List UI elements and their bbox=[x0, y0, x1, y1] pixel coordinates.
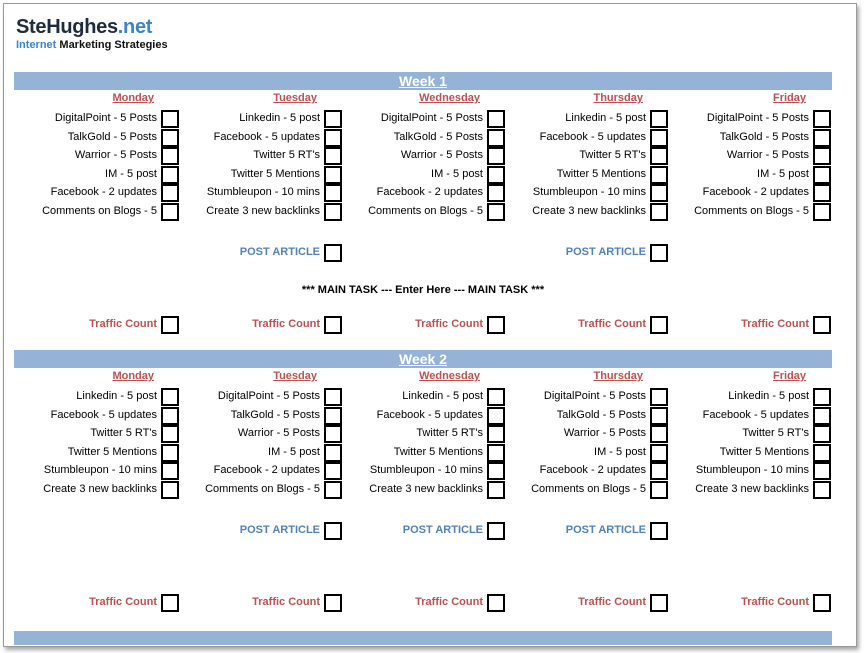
task-label: Linkedin - 5 post bbox=[565, 112, 646, 124]
task-checkbox[interactable] bbox=[813, 129, 831, 147]
task-row bbox=[666, 425, 831, 443]
task-row bbox=[340, 110, 505, 128]
task-row bbox=[340, 166, 505, 184]
day-title: Wednesday bbox=[419, 92, 480, 104]
task-checkbox[interactable] bbox=[813, 444, 831, 462]
task-checkbox[interactable] bbox=[813, 203, 831, 221]
task-row bbox=[666, 444, 831, 462]
task-checkbox[interactable] bbox=[813, 184, 831, 202]
task-label: DigitalPoint - 5 Posts bbox=[380, 112, 483, 124]
day-title: Monday bbox=[112, 92, 154, 104]
week-title: Week 2 bbox=[14, 350, 832, 368]
task-row bbox=[503, 444, 668, 462]
task-row bbox=[503, 462, 668, 480]
week-title: Week 1 bbox=[14, 72, 832, 90]
task-label: Comments on Blogs - 5 bbox=[531, 482, 646, 495]
task-label: Warrior - 5 Posts bbox=[563, 427, 646, 439]
week-section bbox=[14, 72, 832, 330]
day-column bbox=[14, 350, 179, 630]
day-title: Friday bbox=[772, 92, 806, 104]
traffic-count-label: Traffic Count bbox=[578, 596, 646, 608]
task-row bbox=[14, 444, 179, 462]
task-row bbox=[666, 129, 831, 147]
task-row bbox=[177, 407, 342, 425]
task-row bbox=[340, 388, 505, 406]
post-article-row bbox=[503, 244, 668, 262]
task-checkbox[interactable] bbox=[813, 407, 831, 425]
week-section bbox=[14, 350, 832, 608]
task-row bbox=[177, 166, 342, 184]
task-row bbox=[340, 129, 505, 147]
task-label: Stumbleupon - 10 mins bbox=[532, 186, 646, 198]
task-label: Twitter 5 RT's bbox=[742, 427, 809, 439]
traffic-count-row bbox=[14, 594, 179, 612]
task-row bbox=[14, 110, 179, 128]
day-column bbox=[666, 72, 831, 352]
task-label: Create 3 new backlinks bbox=[206, 204, 320, 217]
site-logo bbox=[16, 16, 168, 52]
week-3-header-partial bbox=[14, 631, 832, 645]
post-article-row bbox=[340, 522, 505, 540]
task-label: TalkGold - 5 Posts bbox=[67, 130, 157, 143]
task-row bbox=[666, 481, 831, 499]
traffic-count-row bbox=[503, 594, 668, 612]
traffic-count-label: Traffic Count bbox=[252, 596, 320, 608]
day-column bbox=[340, 72, 505, 352]
task-row bbox=[177, 462, 342, 480]
task-label: Warrior - 5 Posts bbox=[400, 149, 483, 161]
day-column bbox=[503, 72, 668, 352]
task-row bbox=[177, 184, 342, 202]
task-label: Linkedin - 5 post bbox=[402, 390, 483, 402]
post-article-row bbox=[177, 244, 342, 262]
traffic-count-row bbox=[14, 316, 179, 334]
task-row bbox=[503, 425, 668, 443]
post-article-label: POST ARTICLE bbox=[402, 524, 483, 536]
post-article-label: POST ARTICLE bbox=[239, 524, 320, 536]
day-title: Wednesday bbox=[419, 370, 480, 382]
traffic-count-row bbox=[503, 316, 668, 334]
task-label: Stumbleupon - 10 mins bbox=[43, 464, 157, 476]
day-title: Tuesday bbox=[273, 370, 317, 382]
task-label: Stumbleupon - 10 mins bbox=[695, 464, 809, 476]
task-checkbox[interactable] bbox=[813, 110, 831, 128]
day-title: Thursday bbox=[593, 370, 643, 382]
task-row bbox=[503, 147, 668, 165]
task-label: TalkGold - 5 Posts bbox=[556, 408, 646, 421]
traffic-count-input[interactable] bbox=[813, 316, 831, 334]
day-title: Friday bbox=[772, 370, 806, 382]
task-row bbox=[14, 425, 179, 443]
task-label: Create 3 new backlinks bbox=[695, 482, 809, 495]
task-row bbox=[14, 407, 179, 425]
task-label: Twitter 5 Mentions bbox=[719, 445, 809, 458]
traffic-count-row bbox=[177, 594, 342, 612]
task-label: Stumbleupon - 10 mins bbox=[369, 464, 483, 476]
post-article-label: POST ARTICLE bbox=[239, 246, 320, 258]
task-label: TalkGold - 5 Posts bbox=[393, 130, 483, 143]
task-label: Facebook - 5 updates bbox=[702, 408, 809, 421]
traffic-count-row bbox=[340, 316, 505, 334]
task-row bbox=[503, 110, 668, 128]
task-label: Facebook - 2 updates bbox=[702, 186, 809, 198]
traffic-count-label: Traffic Count bbox=[741, 596, 809, 608]
task-label: Facebook - 5 updates bbox=[539, 130, 646, 143]
task-row bbox=[177, 110, 342, 128]
task-row bbox=[666, 462, 831, 480]
task-label: Facebook - 2 updates bbox=[376, 186, 483, 198]
task-checkbox[interactable] bbox=[813, 388, 831, 406]
logo-title: SteHughes.net bbox=[16, 16, 153, 38]
spreadsheet-page bbox=[3, 3, 857, 647]
task-label: IM - 5 post bbox=[268, 445, 320, 458]
task-row bbox=[503, 388, 668, 406]
task-label: Twitter 5 RT's bbox=[579, 149, 646, 161]
task-row bbox=[14, 203, 179, 221]
traffic-count-row bbox=[666, 594, 831, 612]
task-label: IM - 5 post bbox=[105, 167, 157, 180]
day-title: Thursday bbox=[593, 92, 643, 104]
task-row bbox=[666, 147, 831, 165]
traffic-count-row bbox=[666, 316, 831, 334]
traffic-count-input[interactable] bbox=[813, 594, 831, 612]
task-row bbox=[177, 444, 342, 462]
task-row bbox=[177, 425, 342, 443]
day-title: Tuesday bbox=[273, 92, 317, 104]
task-label: Comments on Blogs - 5 bbox=[694, 204, 809, 217]
task-row bbox=[177, 481, 342, 499]
task-row bbox=[14, 388, 179, 406]
task-label: TalkGold - 5 Posts bbox=[719, 130, 809, 143]
task-row bbox=[503, 129, 668, 147]
task-label: Warrior - 5 Posts bbox=[74, 149, 157, 161]
task-row bbox=[503, 481, 668, 499]
task-label: IM - 5 post bbox=[757, 167, 809, 180]
task-row bbox=[177, 388, 342, 406]
post-article-label: POST ARTICLE bbox=[565, 524, 646, 536]
task-label: DigitalPoint - 5 Posts bbox=[543, 390, 646, 402]
task-label: DigitalPoint - 5 Posts bbox=[54, 112, 157, 124]
task-label: Twitter 5 RT's bbox=[416, 427, 483, 439]
task-label: Comments on Blogs - 5 bbox=[205, 482, 320, 495]
task-row bbox=[503, 407, 668, 425]
day-column bbox=[340, 350, 505, 630]
task-row bbox=[666, 166, 831, 184]
post-article-label: POST ARTICLE bbox=[565, 246, 646, 258]
task-label: Warrior - 5 Posts bbox=[726, 149, 809, 161]
task-checkbox[interactable] bbox=[813, 147, 831, 165]
task-label: Facebook - 2 updates bbox=[50, 186, 157, 198]
task-label: Comments on Blogs - 5 bbox=[368, 204, 483, 217]
task-row bbox=[177, 203, 342, 221]
task-label: Twitter 5 Mentions bbox=[393, 445, 483, 458]
task-row bbox=[14, 481, 179, 499]
task-row bbox=[340, 444, 505, 462]
task-row bbox=[177, 147, 342, 165]
task-label: Linkedin - 5 post bbox=[76, 390, 157, 402]
task-label: IM - 5 post bbox=[431, 167, 483, 180]
logo-tagline: Internet Marketing Strategies bbox=[16, 39, 168, 51]
task-row bbox=[14, 462, 179, 480]
task-label: Create 3 new backlinks bbox=[43, 482, 157, 495]
day-column bbox=[503, 350, 668, 630]
task-row bbox=[666, 388, 831, 406]
task-row bbox=[340, 425, 505, 443]
task-label: Twitter 5 Mentions bbox=[556, 167, 646, 180]
task-row bbox=[503, 184, 668, 202]
task-checkbox[interactable] bbox=[813, 425, 831, 443]
traffic-count-row bbox=[340, 594, 505, 612]
task-label: Twitter 5 RT's bbox=[253, 149, 320, 161]
task-row bbox=[340, 203, 505, 221]
traffic-count-label: Traffic Count bbox=[415, 596, 483, 608]
day-column bbox=[177, 350, 342, 630]
task-row bbox=[666, 203, 831, 221]
task-label: Stumbleupon - 10 mins bbox=[206, 186, 320, 198]
task-row bbox=[666, 184, 831, 202]
task-label: DigitalPoint - 5 Posts bbox=[706, 112, 809, 124]
task-label: Create 3 new backlinks bbox=[369, 482, 483, 495]
task-checkbox[interactable] bbox=[813, 481, 831, 499]
task-row bbox=[177, 129, 342, 147]
task-row bbox=[666, 407, 831, 425]
task-row bbox=[14, 184, 179, 202]
traffic-count-label: Traffic Count bbox=[89, 596, 157, 608]
post-article-row bbox=[503, 522, 668, 540]
day-column bbox=[666, 350, 831, 630]
task-row bbox=[503, 203, 668, 221]
post-article-row bbox=[177, 522, 342, 540]
task-checkbox[interactable] bbox=[813, 462, 831, 480]
task-label: Twitter 5 Mentions bbox=[67, 445, 157, 458]
task-row bbox=[14, 166, 179, 184]
task-label: TalkGold - 5 Posts bbox=[230, 408, 320, 421]
task-label: Facebook - 2 updates bbox=[539, 464, 646, 476]
task-label: Create 3 new backlinks bbox=[532, 204, 646, 217]
day-column bbox=[14, 72, 179, 352]
task-row bbox=[14, 129, 179, 147]
task-label: Twitter 5 RT's bbox=[90, 427, 157, 439]
task-row bbox=[340, 184, 505, 202]
traffic-count-label: Traffic Count bbox=[89, 318, 157, 330]
task-row bbox=[340, 407, 505, 425]
task-label: Linkedin - 5 post bbox=[728, 390, 809, 402]
traffic-count-label: Traffic Count bbox=[578, 318, 646, 330]
day-title: Monday bbox=[112, 370, 154, 382]
task-checkbox[interactable] bbox=[813, 166, 831, 184]
task-label: Facebook - 5 updates bbox=[213, 130, 320, 143]
traffic-count-row bbox=[177, 316, 342, 334]
task-label: Twitter 5 Mentions bbox=[230, 167, 320, 180]
task-label: Facebook - 2 updates bbox=[213, 464, 320, 476]
task-label: Facebook - 5 updates bbox=[376, 408, 483, 421]
traffic-count-label: Traffic Count bbox=[252, 318, 320, 330]
traffic-count-label: Traffic Count bbox=[741, 318, 809, 330]
task-row bbox=[340, 147, 505, 165]
task-label: Warrior - 5 Posts bbox=[237, 427, 320, 439]
task-row bbox=[666, 110, 831, 128]
task-label: DigitalPoint - 5 Posts bbox=[217, 390, 320, 402]
task-label: Linkedin - 5 post bbox=[239, 112, 320, 124]
task-row bbox=[14, 147, 179, 165]
task-row bbox=[340, 481, 505, 499]
task-row bbox=[340, 462, 505, 480]
main-task-text[interactable]: *** MAIN TASK --- Enter Here --- MAIN TASK *** bbox=[301, 284, 545, 296]
task-label: Comments on Blogs - 5 bbox=[42, 204, 157, 217]
day-column bbox=[177, 72, 342, 352]
traffic-count-label: Traffic Count bbox=[415, 318, 483, 330]
task-row bbox=[503, 166, 668, 184]
task-label: Facebook - 5 updates bbox=[50, 408, 157, 421]
task-label: IM - 5 post bbox=[594, 445, 646, 458]
